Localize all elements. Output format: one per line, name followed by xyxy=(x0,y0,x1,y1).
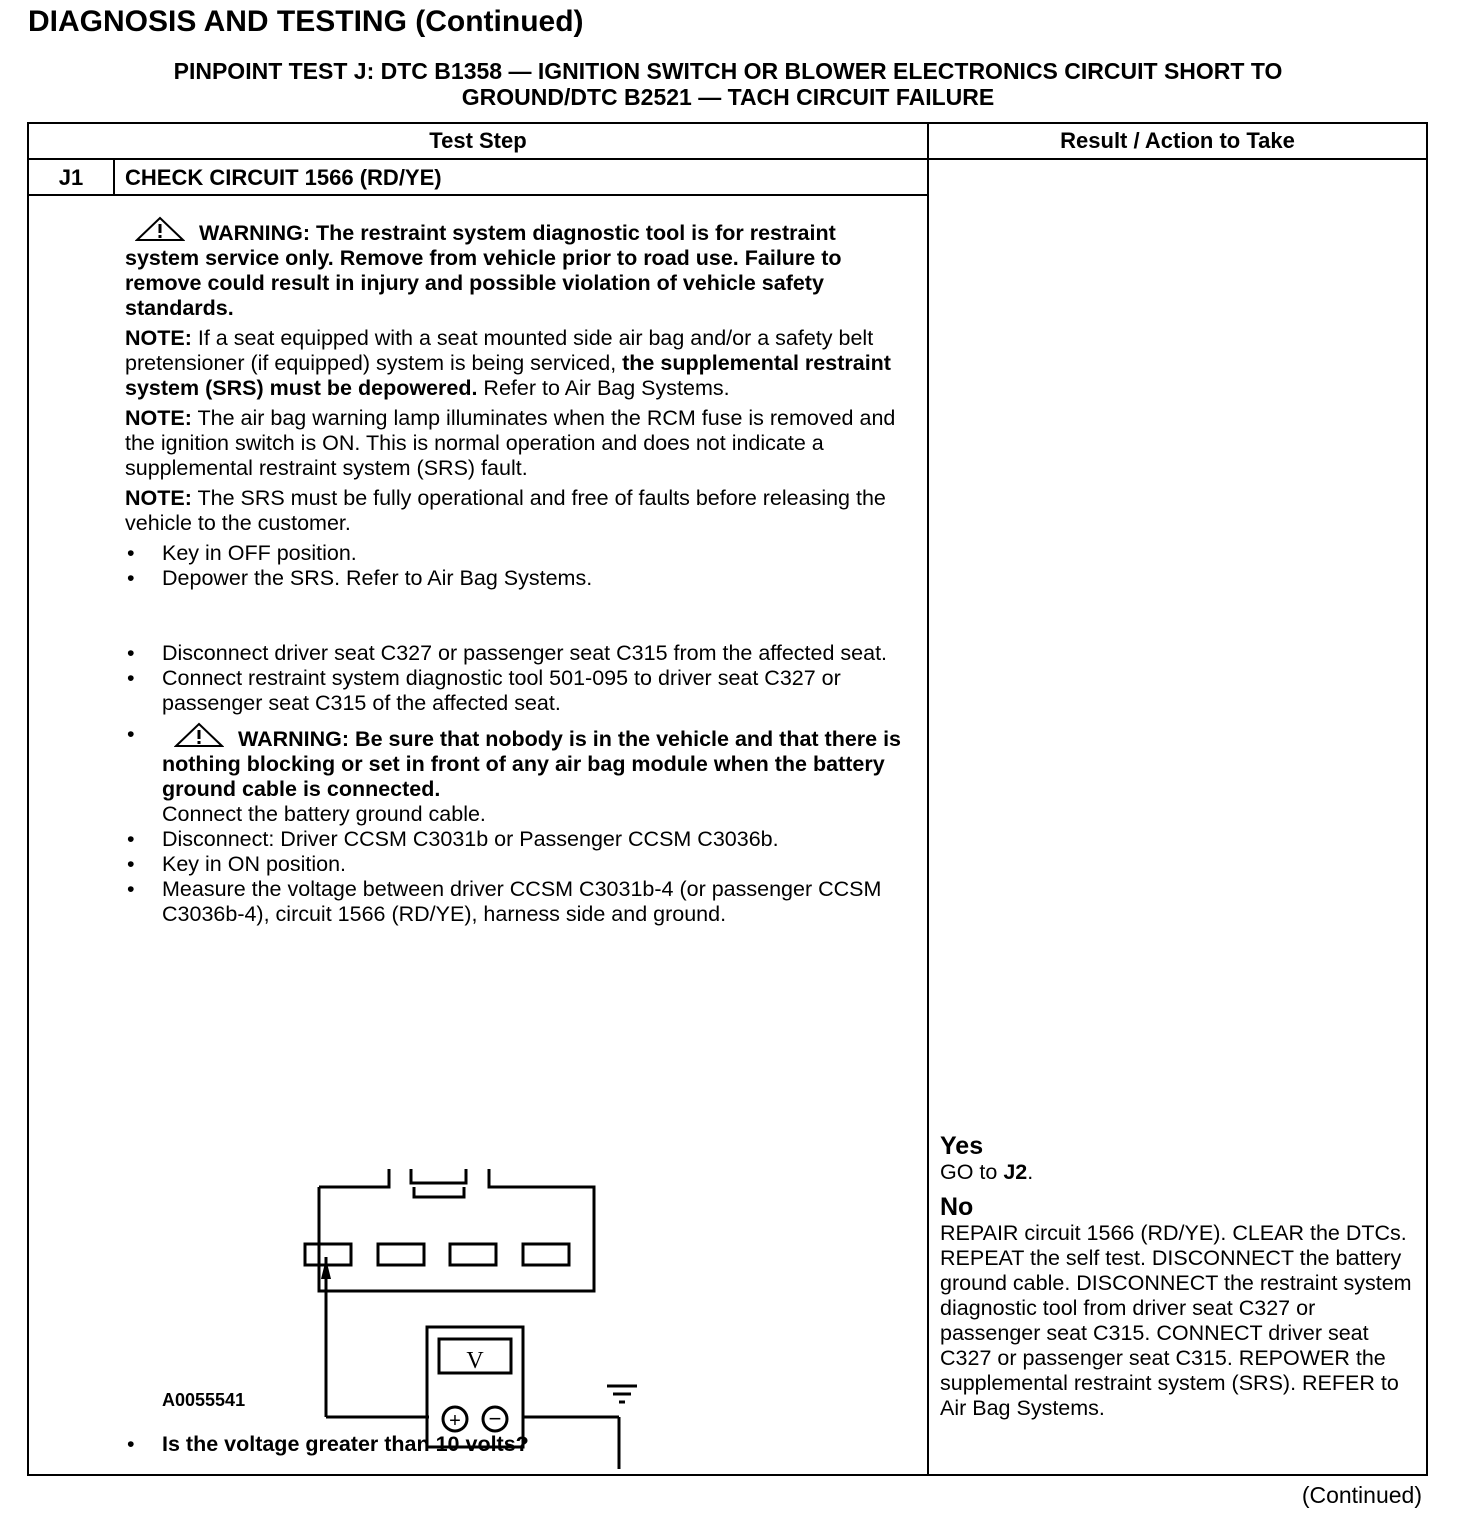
pinpoint-test-title xyxy=(28,58,1428,110)
warning-triangle-icon xyxy=(174,722,224,748)
yes-label: Yes xyxy=(940,1132,984,1160)
svg-text:+: + xyxy=(449,1410,461,1432)
note-2: NOTE: The air bag warning lamp illuminates when the RCM fuse is removed and the ignition switch is ON. This is normal operation and does not indicate a supplemental restraint system (SRS) fault. xyxy=(125,406,896,480)
no-action: REPAIR circuit 1566 (RD/YE). CLEAR the DTCs. REPEAT the self test. DISCONNECT the battery ground cable. DISCONNECT the restraint system diagnostic tool from driver seat C327 or passenger seat C315. CONNECT driver seat C327 or passenger seat C315. REPOWER the supplemental restraint system (SRS). REFER to Air Bag Systems. xyxy=(940,1221,1412,1420)
connector-pin-3 xyxy=(450,1244,496,1265)
svg-text:−: − xyxy=(488,1406,502,1431)
warning-2-text: WARNING: Be sure that nobody is in the vehicle and that there is nothing blocking or set in front of any air bag module when the battery ground cable is connected. xyxy=(162,727,902,801)
list-item: • Disconnect: Driver CCSM C3031b or Passenger CCSM C3036b. xyxy=(125,827,915,852)
page-title: DIAGNOSIS AND TESTING (Continued) xyxy=(28,5,584,38)
step-id: J1 xyxy=(58,165,84,190)
step-list-c xyxy=(125,722,915,927)
column-divider xyxy=(927,124,929,1476)
list-item: • Key in OFF position. xyxy=(125,541,915,566)
result-action-header: Result / Action to Take xyxy=(1060,128,1295,153)
probe-tip xyxy=(321,1259,331,1279)
continued-label: (Continued) xyxy=(1301,1482,1422,1508)
list-item: • Connect restraint system diagnostic tool 501-095 to driver seat C327 or passenger seat C315 of the affected seat. xyxy=(125,666,915,716)
subtitle-line-1: PINPOINT TEST J: DTC B1358 — IGNITION SWITCH OR BLOWER ELECTRONICS CIRCUIT SHORT TO xyxy=(173,58,1283,84)
step-list-b xyxy=(125,641,915,716)
yes-action: GO to J2. xyxy=(940,1160,1034,1184)
connector-pin-4 xyxy=(523,1244,569,1265)
connector-pin-1 xyxy=(305,1244,351,1265)
step-list-a xyxy=(125,541,915,591)
list-item: • Key in ON position. xyxy=(125,852,915,877)
figure-id: A0055541 xyxy=(162,1390,246,1410)
list-item: • Measure the voltage between driver CCSM C3031b-4 (or passenger CCSM C3036b-4), circuit 1566 (RD/YE), harness side and ground. xyxy=(125,877,915,927)
list-item: • Disconnect driver seat C327 or passenger seat C315 from the affected seat. xyxy=(125,641,915,666)
voltmeter-symbol: V xyxy=(466,1348,484,1374)
connector-body xyxy=(319,1169,594,1291)
warning-block-1 xyxy=(125,216,915,321)
list-item: • Depower the SRS. Refer to Air Bag Systems. xyxy=(125,566,915,591)
warning-2-after: Connect the battery ground cable. xyxy=(162,802,486,826)
warning-1-text: WARNING: The restraint system diagnostic tool is for restraint system service only. Remove from vehicle prior to road use. Failure to remove could result in injury and possible violation of vehicle safety standards. xyxy=(125,221,842,320)
test-step-header: Test Step xyxy=(429,128,527,153)
list-item-warning xyxy=(125,722,915,827)
result-action xyxy=(940,1132,1420,1421)
connector-lock-lower xyxy=(414,1187,464,1197)
subtitle-line-2: GROUND/DTC B2521 — TACH CIRCUIT FAILURE xyxy=(461,84,995,110)
warning-triangle-icon xyxy=(135,216,185,242)
note-1: NOTE: If a seat equipped with a seat mounted side air bag and/or a safety belt pretensioner (if equipped) system is being serviced, the supplemental restraint system (SRS) must be depowered. Refer to Air Bag Systems. xyxy=(125,326,891,400)
connector-voltmeter-diagram xyxy=(269,1169,689,1469)
connector-pin-2 xyxy=(378,1244,424,1265)
step-title: CHECK CIRCUIT 1566 (RD/YE) xyxy=(125,165,442,190)
test-step-content xyxy=(125,216,915,927)
note-3: NOTE: The SRS must be fully operational and free of faults before releasing the vehicle to the customer. xyxy=(125,486,886,535)
voltmeter-body xyxy=(427,1327,523,1447)
step-id-divider xyxy=(113,160,115,195)
connector-lock-top xyxy=(411,1169,466,1183)
no-label: No xyxy=(940,1193,974,1221)
ground-symbol-icon xyxy=(603,1382,643,1412)
pinpoint-test-table: Test Step Result / Action to Take J1 CHECK CIRCUIT 1566 (RD/YE) WARNING: The restraint system diagnostic tool is for restraint system service only. Remove from vehicle prior to road use. Failure to remove could result in injury and possible violation of vehicle safety standards. NOTE: If a seat equipped with a seat mounted side air bag and/or a safety belt pretensioner (if equipped) system is being serviced, the supplemental restraint system (SRS) must be depowered. Refer to Air Bag Systems. NOTE: The air bag warning lamp illuminates when the RCM fuse is removed and the ignition switch is ON. This is normal operation and does not indicate a supplemental restraint system (SRS) fault. NOTE: The SRS must be fully operational and free of faults before releasing the vehicle to the customer. • Key in OFF position. • Depower the SRS. Refer to Air Bag Systems. • Disconnect driver seat C327 or passenger seat C315 from the affected seat. • Connect restraint system diagnostic tool 501-095 to driver seat C327 or passenger seat C315 of the affected seat. • WARNING: Be sure that nobody is in the vehicle and that there is nothing blocking or set in front of any air bag module when the battery ground cable is connected. Connect the battery ground cable. • Disconnect: Driver CCSM C3031b or Passenger CCSM C3036b. • Key in ON position. • Measure the voltage between driver CCSM C3031b-4 (or passenger CCSM C3036b-4), circuit 1566 (RD/YE), harness side and ground. V + − A0055541 • Is the voltage greater than 10 volts? Yes GO to J2. No REPAIR circuit 1566 (RD/YE). CLEAR the DTCs. REPEAT the self test. DISCONNECT the battery ground cable. DISCONNECT the restraint system diagnostic tool from driver seat C327 or passenger seat C315. CONNECT driver seat C327 or passenger seat C315. REPOWER the supplemental restraint system (SRS). REFER to Air Bag Systems. xyxy=(27,122,1428,1476)
goto-step-link: J2 xyxy=(1003,1160,1028,1184)
